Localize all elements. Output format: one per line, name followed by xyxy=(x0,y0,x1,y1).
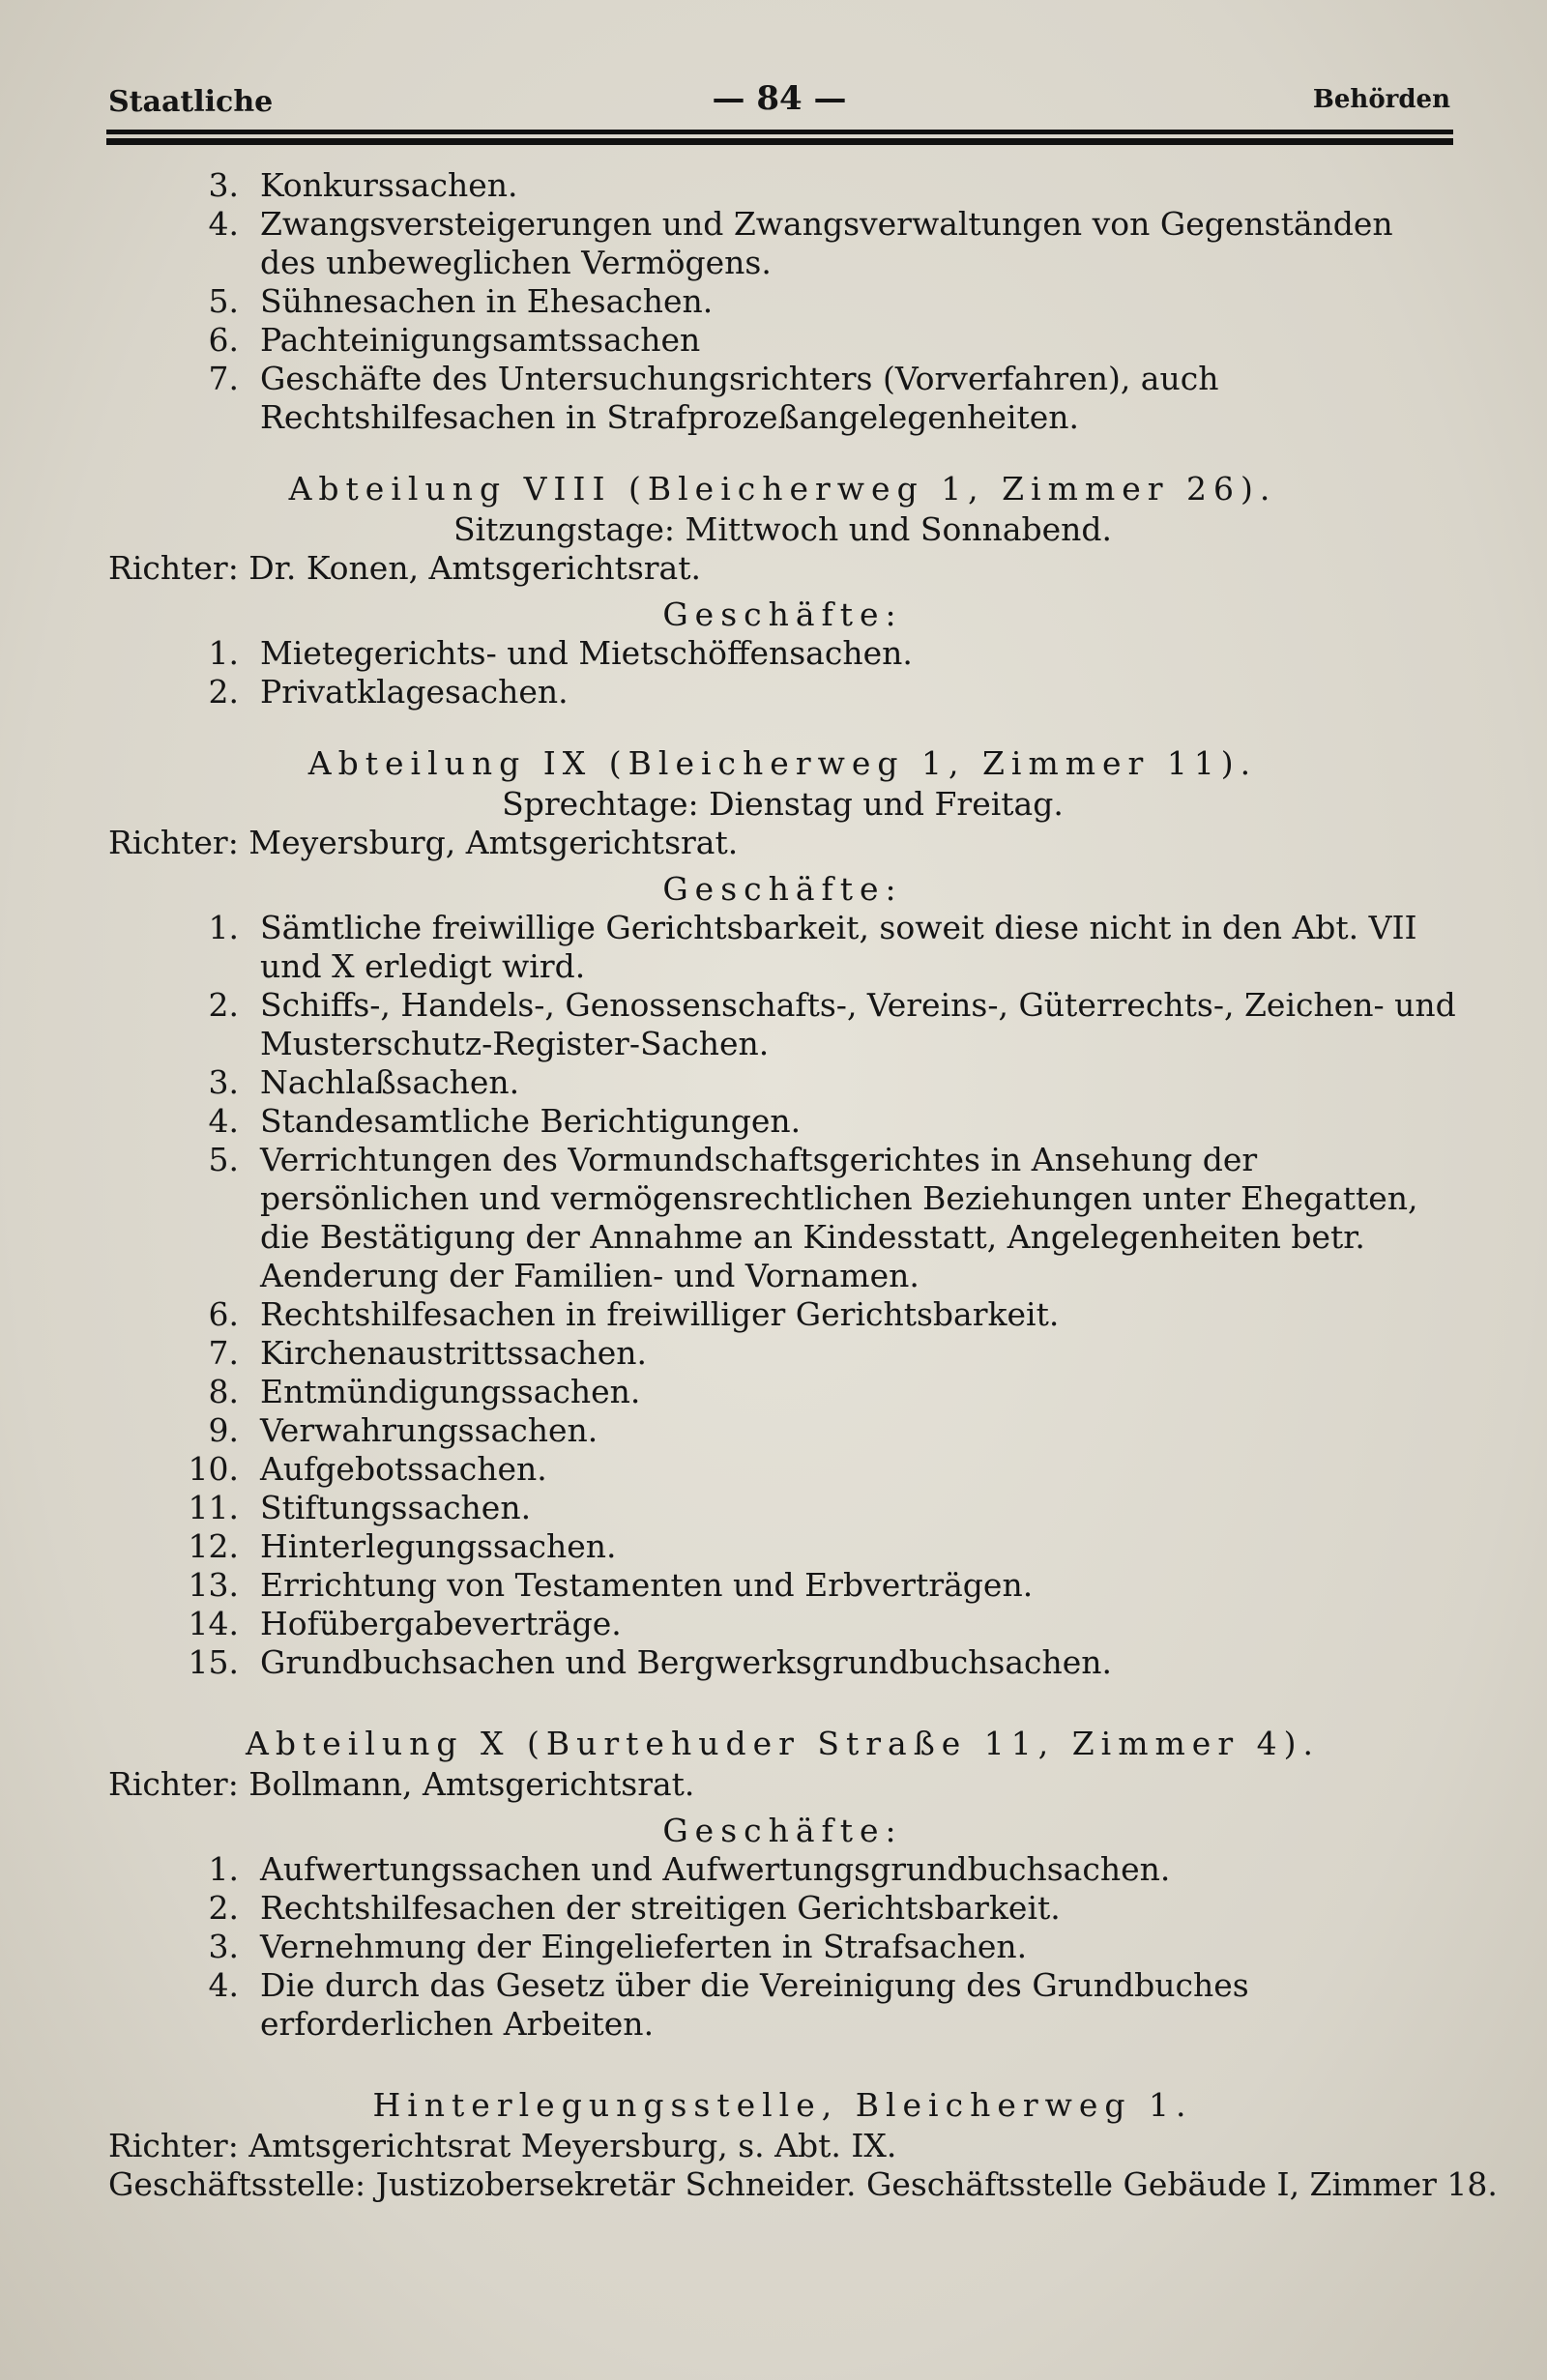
list-item xyxy=(108,321,1457,360)
item-number: 13. xyxy=(188,1566,239,1604)
item-text: Privatklagesachen. xyxy=(260,673,569,711)
item-number: 1. xyxy=(208,1850,239,1888)
header-rule-thin xyxy=(106,130,1453,134)
item-number: 6. xyxy=(208,1295,239,1333)
item-number: 3. xyxy=(208,1063,239,1101)
item-number: 2. xyxy=(208,673,239,711)
abt8-title: Abteilung VIII (Bleicherweg 1, Zimmer 26). xyxy=(288,470,1277,508)
list-item xyxy=(108,360,1457,437)
list-item xyxy=(108,1373,1457,1411)
list-item xyxy=(108,1063,1457,1102)
item-text: Mietegerichts- und Mietschöffensachen. xyxy=(260,634,913,672)
item-text: Entmündigungssachen. xyxy=(260,1373,641,1410)
item-number: 3. xyxy=(208,166,239,204)
item-number: 3. xyxy=(208,1928,239,1965)
item-number: 2. xyxy=(208,986,239,1024)
list-item xyxy=(108,1643,1457,1682)
item-text: Sämtliche freiwillige Gerichtsbarkeit, soweit diese nicht in den Abt. VII und X erledigt wird. xyxy=(260,909,1417,985)
list-item xyxy=(108,1489,1457,1527)
list-item xyxy=(108,1334,1457,1373)
continued-list xyxy=(108,166,1457,437)
item-number: 4. xyxy=(208,205,239,243)
item-text: Hofübergabeverträge. xyxy=(260,1605,622,1642)
item-number: 4. xyxy=(208,1966,239,2004)
hinterlegung-title: Hinterlegungsstelle, Bleicherweg 1. xyxy=(372,2086,1193,2124)
item-number: 8. xyxy=(208,1373,239,1410)
item-number: 1. xyxy=(208,909,239,946)
list-item xyxy=(108,1411,1457,1450)
list-item xyxy=(108,1605,1457,1643)
item-number: 5. xyxy=(208,282,239,320)
item-text: Sühnesachen in Ehesachen. xyxy=(260,282,714,320)
abt10-judge: Richter: Bollmann, Amtsgerichtsrat. xyxy=(108,1765,695,1803)
item-text: Verrichtungen des Vormundschaftsgerichtes in Ansehung der persönlichen und vermögensrechtlichen Beziehungen unter Ehegatten, die Bestätigung der Annahme an Kindesstatt, Angelegenheiten betr. Aenderung der Familien- und Vornamen. xyxy=(260,1141,1418,1294)
item-text: Errichtung von Testamenten und Erbverträgen. xyxy=(260,1566,1034,1604)
item-number: 10. xyxy=(188,1450,239,1488)
list-item xyxy=(108,1850,1457,1889)
item-text: Rechtshilfesachen der streitigen Gerichtsbarkeit. xyxy=(260,1889,1061,1927)
item-number: 5. xyxy=(208,1141,239,1178)
list-item xyxy=(108,1889,1457,1928)
list-item xyxy=(108,1928,1457,1966)
item-text: Standesamtliche Berichtigungen. xyxy=(260,1102,802,1140)
list-item xyxy=(108,205,1457,282)
list-item xyxy=(108,282,1457,321)
abt10-title: Abteilung X (Burtehuder Straße 11, Zimmer 4). xyxy=(246,1725,1320,1762)
list-item xyxy=(108,1566,1457,1605)
item-text: Schiffs-, Handels-, Genossenschafts-, Vereins-, Güterrechts-, Zeichen- und Musterschutz-Register-Sachen. xyxy=(260,986,1456,1062)
item-text: Vernehmung der Eingelieferten in Strafsachen. xyxy=(260,1928,1028,1965)
item-number: 2. xyxy=(208,1889,239,1927)
list-item xyxy=(108,1527,1457,1566)
abt10-geschaefte: Geschäfte: xyxy=(662,1812,903,1849)
item-text: Kirchenaustrittssachen. xyxy=(260,1334,648,1372)
abt9-days: Sprechtage: Dienstag und Freitag. xyxy=(502,785,1064,823)
header-left: Staatliche xyxy=(108,85,274,119)
item-text: Zwangsversteigerungen und Zwangsverwaltungen von Gegenständen des unbeweglichen Vermögens. xyxy=(260,205,1393,281)
list-item xyxy=(108,986,1457,1063)
list-item xyxy=(108,673,1457,711)
abt10-list xyxy=(108,1850,1457,2044)
abt8-days: Sitzungstage: Mittwoch und Sonnabend. xyxy=(452,510,1113,548)
abt9-geschaefte: Geschäfte: xyxy=(662,870,903,908)
item-text: Hinterlegungssachen. xyxy=(260,1527,617,1565)
list-item xyxy=(108,634,1457,673)
abt8-judge: Richter: Dr. Konen, Amtsgerichtsrat. xyxy=(108,549,701,587)
list-item xyxy=(108,1966,1457,2044)
list-item xyxy=(108,1450,1457,1489)
abt9-list xyxy=(108,909,1457,1682)
item-number: 6. xyxy=(208,321,239,359)
item-text: Verwahrungssachen. xyxy=(260,1411,598,1449)
item-number: 11. xyxy=(188,1489,239,1526)
page-number: — 84 — xyxy=(712,79,847,118)
hinterlegung-judge: Richter: Amtsgerichtsrat Meyersburg, s. Abt. IX. xyxy=(108,2127,897,2164)
abt9-judge: Richter: Meyersburg, Amtsgerichtsrat. xyxy=(108,824,739,861)
header-right: Behörden xyxy=(1312,85,1450,114)
list-item xyxy=(108,1141,1457,1295)
item-number: 9. xyxy=(208,1411,239,1449)
item-text: Geschäfte des Untersuchungsrichters (Vorverfahren), auch Rechtshilfesachen in Strafprozeßangelegenheiten. xyxy=(260,360,1219,436)
item-text: Konkurssachen. xyxy=(260,166,518,204)
abt8-list xyxy=(108,634,1457,711)
running-header xyxy=(108,79,1450,124)
item-number: 12. xyxy=(188,1527,239,1565)
item-text: Stiftungssachen. xyxy=(260,1489,532,1526)
hinterlegung-office: Geschäftsstelle: Justizobersekretär Schneider. Geschäftsstelle Gebäude I, Zimmer 18. xyxy=(108,2165,1498,2203)
item-number: 7. xyxy=(208,1334,239,1372)
item-number: 4. xyxy=(208,1102,239,1140)
item-text: Aufgebotssachen. xyxy=(260,1450,547,1488)
list-item xyxy=(108,166,1457,205)
item-text: Nachlaßsachen. xyxy=(260,1063,520,1101)
list-item xyxy=(108,909,1457,986)
list-item xyxy=(108,1102,1457,1141)
item-text: Pachteinigungsamtssachen xyxy=(260,321,701,359)
item-text: Aufwertungssachen und Aufwertungsgrundbuchsachen. xyxy=(260,1850,1171,1888)
item-text: Die durch das Gesetz über die Vereinigung des Grundbuches erforderlichen Arbeiten. xyxy=(260,1966,1249,2043)
item-number: 14. xyxy=(188,1605,239,1642)
abt9-title: Abteilung IX (Bleicherweg 1, Zimmer 11). xyxy=(307,744,1258,782)
item-number: 1. xyxy=(208,634,239,672)
item-text: Rechtshilfesachen in freiwilliger Gerichtsbarkeit. xyxy=(260,1295,1060,1333)
abt8-geschaefte: Geschäfte: xyxy=(662,595,903,633)
list-item xyxy=(108,1295,1457,1334)
item-number: 15. xyxy=(188,1643,239,1681)
item-text: Grundbuchsachen und Bergwerksgrundbuchsachen. xyxy=(260,1643,1113,1681)
page-content xyxy=(108,166,1498,2204)
item-number: 7. xyxy=(208,360,239,397)
header-rule-thick xyxy=(106,138,1453,145)
